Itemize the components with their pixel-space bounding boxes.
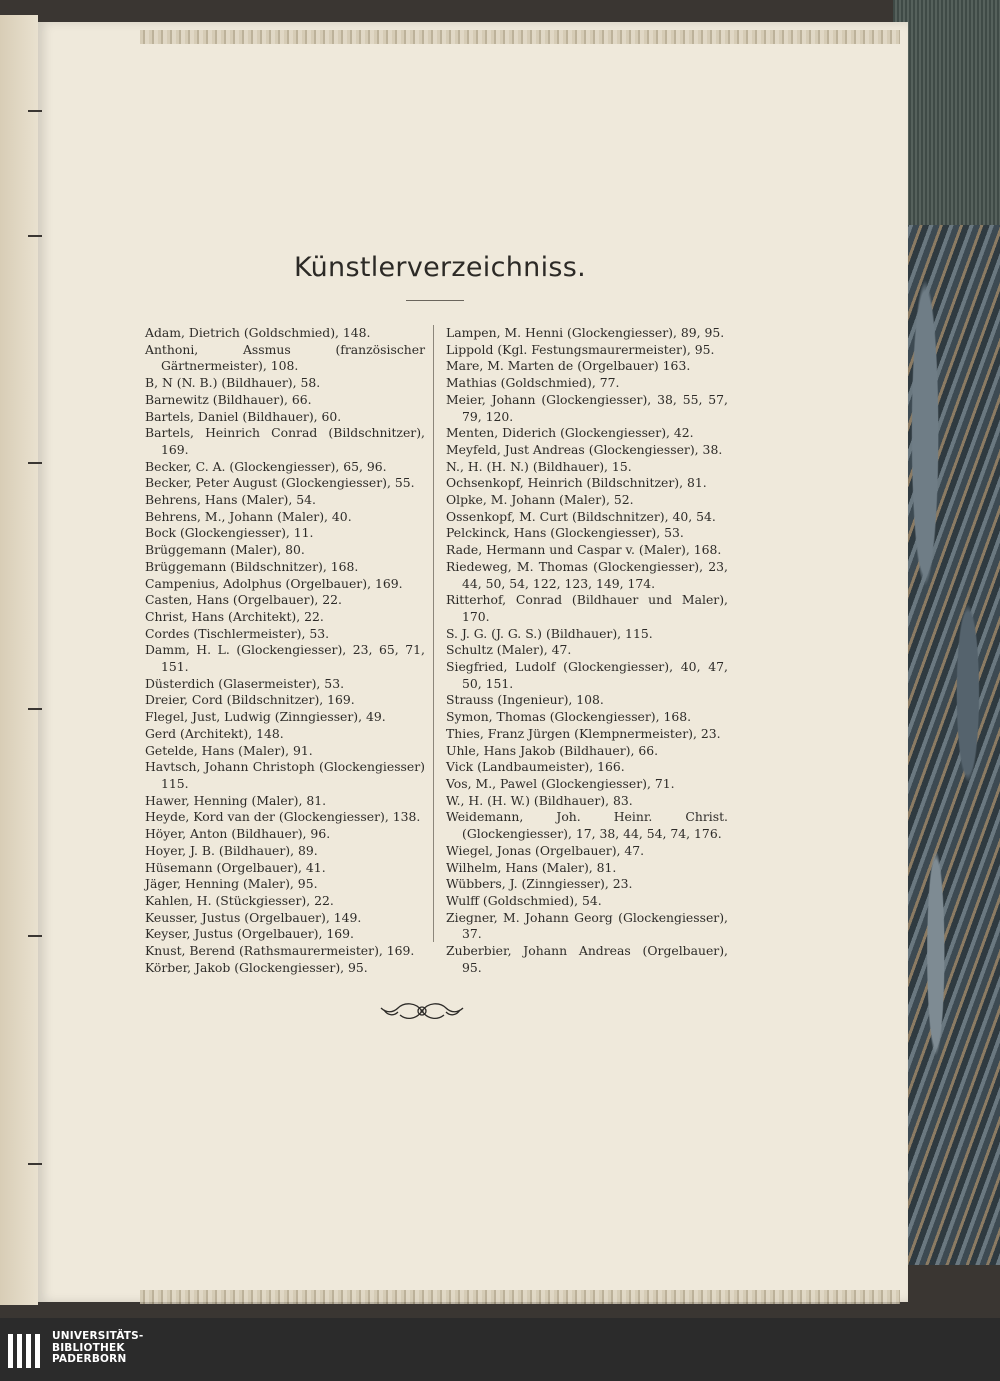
page-bottom-edge bbox=[140, 1290, 900, 1304]
index-entry: Hüsemann (Orgelbauer), 41. bbox=[145, 859, 326, 875]
index-entry: Damm, H. L. (Glockengiesser), 23, 65, 71, 151. bbox=[145, 642, 425, 675]
index-entry: Behrens, Hans (Maler), 54. bbox=[145, 492, 316, 508]
index-entry: Menten, Diderich (Glockengiesser), 42. bbox=[446, 425, 694, 441]
index-entry: Siegfried, Ludolf (Glockengiesser), 40, 47, 50, 151. bbox=[446, 659, 728, 691]
logo-line-3: PADERBORN bbox=[52, 1353, 127, 1365]
index-entry: Weidemann, Joh. Heinr. Christ. (Glockengiesser), 17, 38, 44, 54, 74, 176. bbox=[446, 809, 728, 842]
binding-stitch bbox=[28, 110, 42, 112]
index-entry: Flegel, Just, Ludwig (Zinngiesser), 49. bbox=[145, 709, 386, 725]
index-entry: Bartels, Heinrich Conrad (Bildschnitzer), 169. bbox=[145, 425, 425, 457]
index-entry: Ziegner, M. Johann Georg (Glockengiesser), 37. bbox=[446, 909, 728, 942]
index-entry: Keusser, Justus (Orgelbauer), 149. bbox=[145, 909, 362, 925]
logo-line-2: BIBLIOTHEK bbox=[52, 1341, 125, 1354]
index-entry: Uhle, Hans Jakob (Bildhauer), 66. bbox=[446, 742, 659, 758]
index-entry: Olpke, M. Johann (Maler), 52. bbox=[446, 492, 634, 508]
index-entry: Dreier, Cord (Bildschnitzer), 169. bbox=[145, 692, 355, 708]
index-entry: Heyde, Kord van der (Glockengiesser), 138. bbox=[145, 809, 421, 825]
index-entry: Havtsch, Johann Christoph (Glockengiesser) 115. bbox=[145, 759, 425, 791]
index-entry: Bock (Glockengiesser), 11. bbox=[145, 525, 314, 541]
index-entry: Barnewitz (Bildhauer), 66. bbox=[145, 391, 312, 407]
index-entry: Rade, Hermann und Caspar v. (Maler), 168. bbox=[446, 542, 722, 558]
index-entry: Höyer, Anton (Bildhauer), 96. bbox=[145, 826, 331, 842]
index-entry: Hoyer, J. B. (Bildhauer), 89. bbox=[145, 842, 318, 858]
index-entry: Wübbers, J. (Zinngiesser), 23. bbox=[446, 876, 633, 892]
index-entry: Christ, Hans (Architekt), 22. bbox=[145, 608, 324, 624]
index-entry: Symon, Thomas (Glockengiesser), 168. bbox=[446, 709, 692, 725]
index-entry: Mare, M. Marten de (Orgelbauer) 163. bbox=[446, 358, 691, 374]
index-entry: Hawer, Henning (Maler), 81. bbox=[145, 792, 327, 808]
index-entry: Behrens, M., Johann (Maler), 40. bbox=[145, 508, 352, 524]
index-entry: Getelde, Hans (Maler), 91. bbox=[145, 742, 313, 758]
index-entry: Wiegel, Jonas (Orgelbauer), 47. bbox=[446, 842, 645, 858]
binding-stitch bbox=[28, 935, 42, 937]
binding-stitch bbox=[28, 235, 42, 237]
index-entry: W., H. (H. W.) (Bildhauer), 83. bbox=[446, 792, 633, 808]
page-top-edge bbox=[140, 30, 900, 44]
index-entry: Vos, M., Pawel (Glockengiesser), 71. bbox=[446, 775, 675, 791]
index-entry: Vick (Landbaumeister), 166. bbox=[446, 759, 625, 775]
binding-stitch bbox=[28, 462, 42, 464]
index-entry: Kahlen, H. (Stückgiesser), 22. bbox=[145, 892, 334, 908]
index-entry: Becker, Peter August (Glockengiesser), 55. bbox=[145, 475, 415, 491]
binding-stitch bbox=[28, 708, 42, 710]
index-entry: B, N (N. B.) (Bildhauer), 58. bbox=[145, 375, 321, 391]
index-entry: Becker, C. A. (Glockengiesser), 65, 96. bbox=[145, 458, 387, 474]
index-entry: Jäger, Henning (Maler), 95. bbox=[145, 876, 318, 892]
library-logo-icon bbox=[8, 1334, 46, 1368]
index-entry: S. J. G. (J. G. S.) (Bildhauer), 115. bbox=[446, 625, 653, 641]
index-entry: Anthoni, Assmus (französischer Gärtnermeister), 108. bbox=[145, 341, 425, 374]
index-entry: N., H. (H. N.) (Bildhauer), 15. bbox=[446, 458, 632, 474]
index-entry: Casten, Hans (Orgelbauer), 22. bbox=[145, 592, 342, 608]
index-entry: Meier, Johann (Glockengiesser), 38, 55, 57, 79, 120. bbox=[446, 391, 728, 424]
index-entry: Brüggemann (Maler), 80. bbox=[145, 542, 305, 558]
index-entry: Ochsenkopf, Heinrich (Bildschnitzer), 81. bbox=[446, 475, 707, 491]
index-column-right bbox=[446, 325, 728, 976]
book-cover-cloth bbox=[893, 0, 1000, 225]
index-entry: Adam, Dietrich (Goldschmied), 148. bbox=[145, 325, 371, 340]
index-entry: Pelckinck, Hans (Glockengiesser), 53. bbox=[446, 525, 684, 541]
index-entry: Zuberbier, Johann Andreas (Orgelbauer), 95. bbox=[446, 943, 728, 975]
index-entry: Lippold (Kgl. Festungsmaurermeister), 95. bbox=[446, 341, 715, 357]
index-entry: Ritterhof, Conrad (Bildhauer und Maler), 170. bbox=[446, 592, 728, 624]
title-rule bbox=[406, 300, 464, 301]
page-title: Künstlerverzeichniss. bbox=[293, 252, 586, 283]
index-entry: Thies, Franz Jürgen (Klempnermeister), 23. bbox=[446, 725, 721, 741]
index-entry: Wilhelm, Hans (Maler), 81. bbox=[446, 859, 617, 875]
footer-bar bbox=[0, 1318, 1000, 1381]
index-entry: Ossenkopf, M. Curt (Bildschnitzer), 40, 54. bbox=[446, 508, 716, 524]
column-divider bbox=[433, 325, 434, 942]
index-entry: Gerd (Architekt), 148. bbox=[145, 725, 284, 741]
index-entry: Cordes (Tischlermeister), 53. bbox=[145, 625, 330, 641]
binding-stitch bbox=[28, 1163, 42, 1165]
facing-page-edge bbox=[0, 15, 38, 1305]
ornament-icon bbox=[378, 998, 466, 1024]
index-entry: Strauss (Ingenieur), 108. bbox=[446, 692, 604, 708]
logo-line-1: UNIVERSITÄTS- bbox=[52, 1330, 144, 1342]
index-entry: Bartels, Daniel (Bildhauer), 60. bbox=[145, 408, 342, 424]
index-entry: Keyser, Justus (Orgelbauer), 169. bbox=[145, 926, 354, 942]
marbled-endpaper bbox=[893, 225, 1000, 1265]
index-entry: Lampen, M. Henni (Glockengiesser), 89, 95. bbox=[446, 325, 725, 340]
index-entry: Körber, Jakob (Glockengiesser), 95. bbox=[145, 959, 368, 975]
library-logo-text bbox=[52, 1331, 143, 1366]
index-entry: Schultz (Maler), 47. bbox=[446, 642, 572, 658]
index-entry: Knust, Berend (Rathsmaurermeister), 169. bbox=[145, 943, 415, 959]
index-entry: Campenius, Adolphus (Orgelbauer), 169. bbox=[145, 575, 403, 591]
index-column-left bbox=[145, 325, 425, 976]
index-entry: Wulff (Goldschmied), 54. bbox=[446, 892, 602, 908]
index-entry: Mathias (Goldschmied), 77. bbox=[446, 375, 620, 391]
index-entry: Brüggemann (Bildschnitzer), 168. bbox=[145, 558, 359, 574]
index-entry: Riedeweg, M. Thomas (Glockengiesser), 23, 44, 50, 54, 122, 123, 149, 174. bbox=[446, 558, 728, 591]
index-entry: Meyfeld, Just Andreas (Glockengiesser), 38. bbox=[446, 441, 723, 457]
index-entry: Düsterdich (Glasermeister), 53. bbox=[145, 675, 345, 691]
